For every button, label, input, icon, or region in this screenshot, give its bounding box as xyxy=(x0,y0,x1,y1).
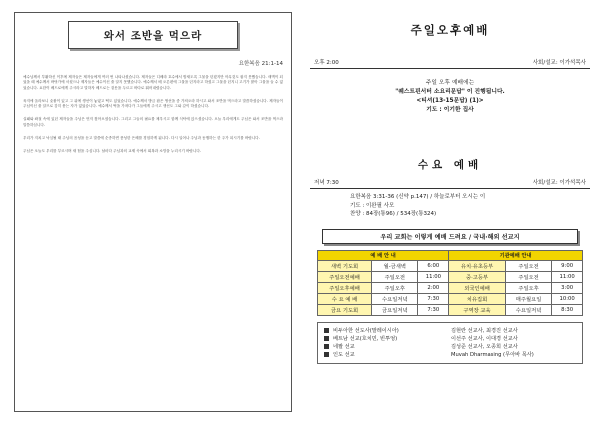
sermon-paragraph: 우리가 지치고 낙심될 때 주님의 음성을 듣고 말씀에 순종하면 풍성한 은혜를 경험하게 됩니다. 다시 일어나 주님과 동행하는 한 주가 되시기를 바랍니다. xyxy=(23,136,260,141)
group-name: 치유집회 xyxy=(449,293,506,304)
sunday-service-leader: 사회/설교: 이가석목사 xyxy=(532,60,586,66)
sunday-service-meta xyxy=(310,58,590,66)
mission-field: 네팔 선교 xyxy=(333,343,355,350)
service-time: 7:30 xyxy=(418,293,449,304)
sunday-service-time: 오후 2:00 xyxy=(314,60,339,66)
service-day: 주일오전 xyxy=(372,271,418,282)
mission-field: 비두아한 선도사(말레이시아) xyxy=(333,327,399,334)
mission-field: 베트남 선교(호치민, 빈투엉) xyxy=(333,335,398,342)
notice-line: 주일 오후 예배에는 xyxy=(425,80,475,86)
worship-schedule-table xyxy=(317,250,583,316)
group-worship-header: 기관예배 안내 xyxy=(449,250,583,260)
group-name: 구역장 교육 xyxy=(449,304,506,315)
table-row xyxy=(318,293,583,304)
wednesday-prayer: 기도 : 이완필 사모 xyxy=(350,202,395,209)
service-name: 주일오전예배 xyxy=(318,271,372,282)
service-time: 2:00 xyxy=(418,282,449,293)
wednesday-service-leader: 사회/설교: 이가석목사 xyxy=(532,180,586,186)
sermon-paragraph: 실패와 좌절 속에 있던 제자들을 주님은 먼저 찾아오셨습니다. 그리고 그들의 필요를 채우시고 함께 식탁에 앉으셨습니다. 오늘 우리에게도 주님은 와서 조반을 먹으라 말씀하십니다. xyxy=(23,117,283,127)
square-bullet-icon xyxy=(324,352,329,357)
group-time: 3:00 xyxy=(552,282,583,293)
square-bullet-icon xyxy=(324,344,329,349)
service-day: 금요일저녁 xyxy=(372,304,418,315)
table-row xyxy=(318,271,583,282)
notice-line: <티셔(13-15문답) (1)> xyxy=(416,98,484,104)
service-day: 주일오후 xyxy=(372,282,418,293)
divider xyxy=(310,188,590,189)
sermon-paragraph: 육지에 올라보니 숯불이 있고 그 위에 생선이 놓였고 떡도 있었습니다. 예수께서 방금 잡은 생선을 좀 가져오라 하시고 와서 조반을 먹으라고 말씀하셨습니다. 제자들이 주님이신 줄 알므로 감히 묻는 자가 없었습니다. 예수께서 떡을 가져다가 그들에게 주시고 생선도 그와 같이 하셨습니다. xyxy=(23,98,283,109)
mission-field: 인도 선교 xyxy=(333,351,355,358)
service-time: 11:00 xyxy=(418,271,449,282)
notice-line: 기도 : 이기한 집사 xyxy=(426,107,474,113)
sunday-service-title: 주일오후예배 xyxy=(410,23,490,37)
mission-missionaries: 김현란 선교사, 최경진 선교사 xyxy=(451,327,518,334)
list-item xyxy=(324,327,576,335)
worship-header: 예 배 안 내 xyxy=(318,250,449,260)
scripture-reference: 요한복음 21:1-14 xyxy=(238,61,283,67)
group-day: 수요일저녁 xyxy=(505,304,551,315)
group-day: 매주월요일 xyxy=(505,293,551,304)
service-time: 7:30 xyxy=(418,304,449,315)
service-name: 금요 기도회 xyxy=(318,304,372,315)
wednesday-service-meta xyxy=(310,178,590,186)
service-day: 월-금새벽 xyxy=(372,260,418,271)
group-name: 외국인예배 xyxy=(449,282,506,293)
group-time: 10:00 xyxy=(552,293,583,304)
worship-banner: 우리 교회는 이렇게 예배 드려요 / 국내·해외 선교지 xyxy=(322,229,578,244)
sermon-paragraph: 예수님께서 부활하신 이후에 제자들은 제자들에게 여러 번 나타나셨습니다. 제자들은 디베랴 호수에서 밤새도록 그물을 던졌지만 아무것도 잡지 못했습니다. 새벽이 되었을 때 예수께서 바닷가에 서셨으나 제자들은 예수이신 줄 알지 못했습니다. 예수께서 배 오른편에 그물을 던지라고 하셨고 그물을 던지니 고기가 많아 그물을 들 수 없었습니다. 요한이 베드로에게 주시라고 말하자 베드로는 겉옷을 두르고 바다로 뛰어내렸습니다. xyxy=(23,75,284,90)
group-name: 유치·유초등부 xyxy=(449,260,506,271)
wednesday-service-title: 수요 예배 xyxy=(417,159,483,171)
group-day: 주일오전 xyxy=(505,260,551,271)
group-day: 주일오후 xyxy=(505,282,551,293)
table-header-row xyxy=(318,250,583,260)
group-name: 중·고등부 xyxy=(449,271,506,282)
mission-missionaries: 김성준 선교사, 오종희 선교사 xyxy=(451,343,518,350)
list-item xyxy=(324,343,576,351)
group-time: 11:00 xyxy=(552,271,583,282)
service-time: 6:00 xyxy=(418,260,449,271)
worship-info-page xyxy=(310,12,590,412)
group-time: 9:00 xyxy=(552,260,583,271)
sunday-notice xyxy=(310,79,590,115)
wednesday-hymns: 찬양 : 84장(통96) / 534장(통324) xyxy=(350,211,437,217)
notice-line: "퀘스트핀서터 소요리문답" 이 진행됩니다. xyxy=(395,89,505,95)
group-time: 8:30 xyxy=(552,304,583,315)
mission-list xyxy=(317,322,583,364)
table-row xyxy=(318,260,583,271)
list-item xyxy=(324,335,576,343)
mission-missionaries: Muvah Dharmasing (무아바 목사) xyxy=(451,351,534,358)
service-name: 수 요 예 배 xyxy=(318,293,372,304)
wednesday-service-details xyxy=(310,193,590,219)
sermon-paragraph: 주님은 오늘도 우리를 부르시며 새 힘을 주십니다. 날마다 주님과의 교제 속에서 회복과 소망을 누리시기 바랍니다. xyxy=(23,149,201,154)
service-name: 새벽 기도회 xyxy=(318,260,372,271)
square-bullet-icon xyxy=(324,328,329,333)
wednesday-service-time: 저녁 7:30 xyxy=(314,180,339,186)
list-item xyxy=(324,351,576,359)
wednesday-scripture: 요한복음 3:31-36 (신약 p.147) / 하늘로부터 오시는 이 xyxy=(350,194,486,200)
sermon-page xyxy=(14,12,292,412)
service-day: 수요일저녁 xyxy=(372,293,418,304)
table-row xyxy=(318,282,583,293)
group-day: 주일오전 xyxy=(505,271,551,282)
mission-missionaries: 이선주 선교사, 이대경 선교사 xyxy=(451,335,518,342)
service-name: 주일오후예배 xyxy=(318,282,372,293)
square-bullet-icon xyxy=(324,336,329,341)
sermon-title: 와서 조반을 먹으라 xyxy=(68,21,238,49)
divider xyxy=(310,68,590,69)
table-row xyxy=(318,304,583,315)
